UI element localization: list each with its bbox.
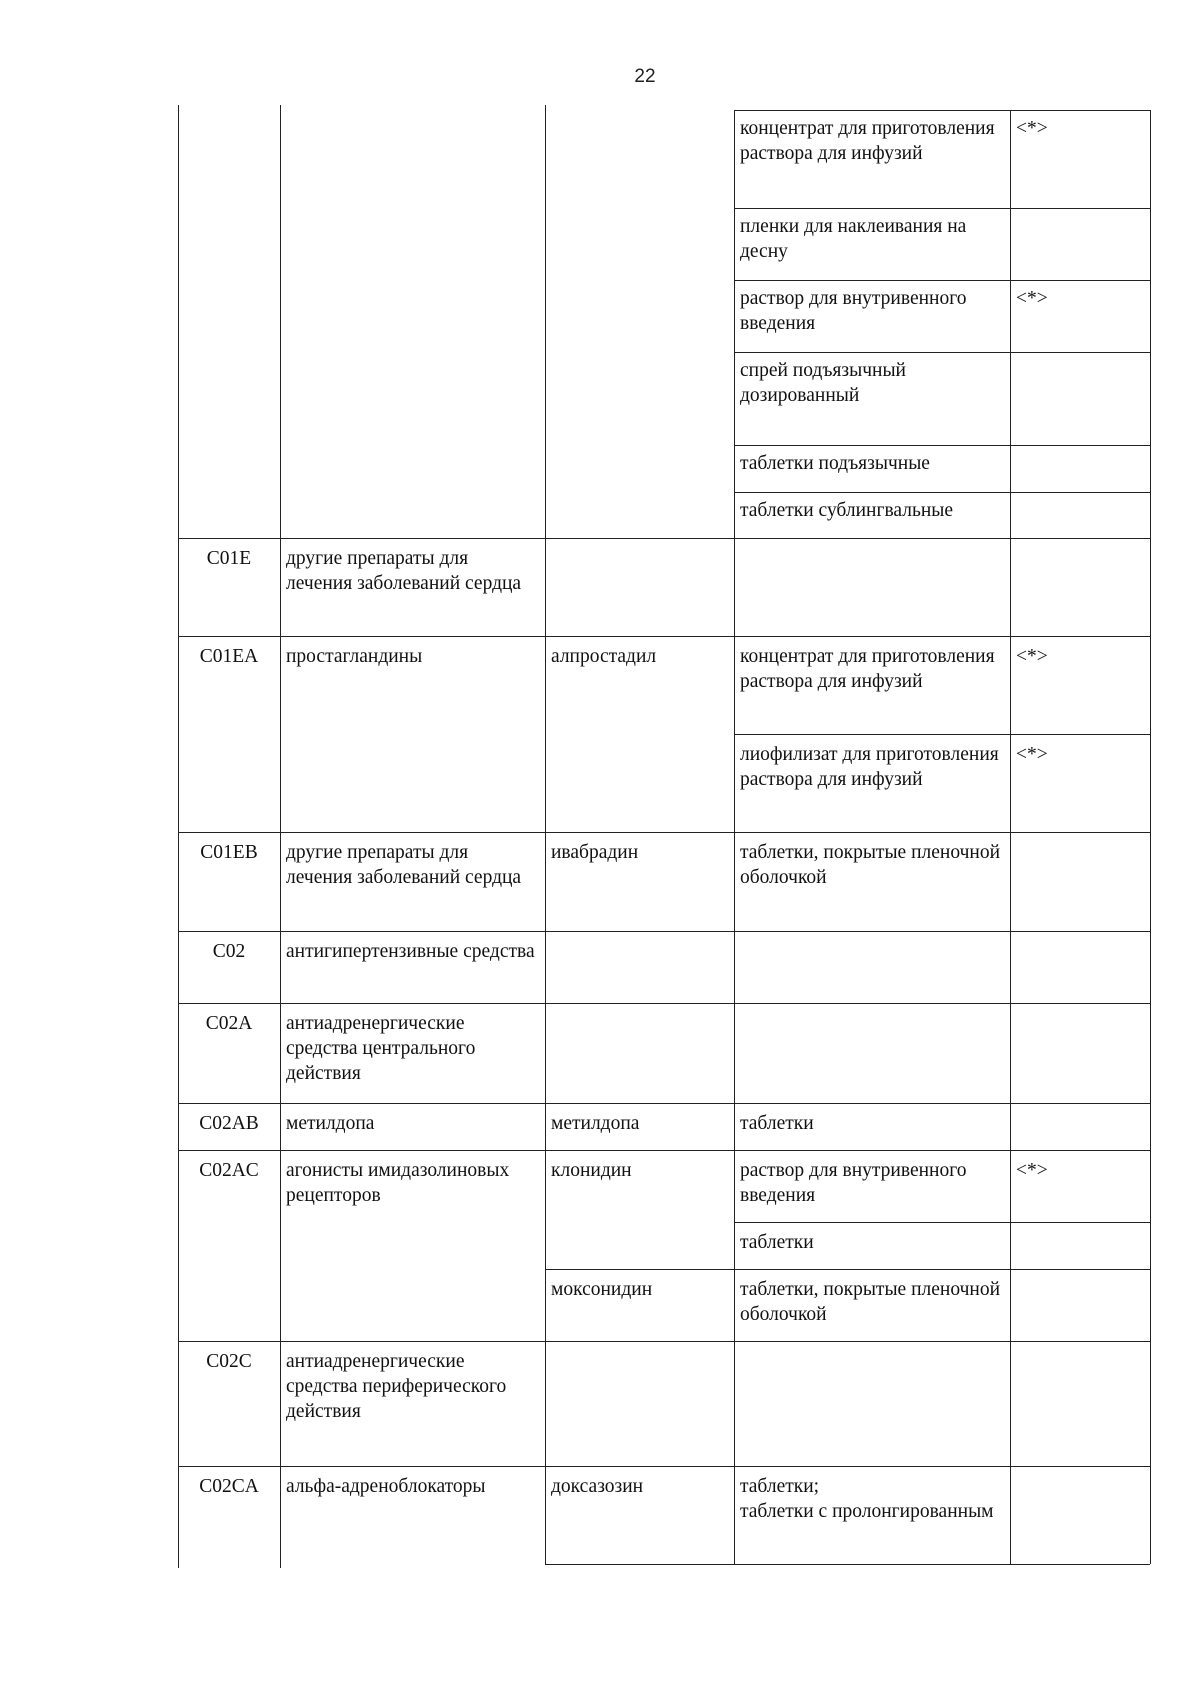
dosage-form-cell: пленки для наклеивания на десну xyxy=(740,216,967,262)
table-border xyxy=(1010,1269,1011,1341)
table-border xyxy=(1010,110,1011,538)
table-border xyxy=(178,1150,179,1341)
drug-name: клонидин xyxy=(551,1160,632,1181)
table-border xyxy=(1010,1103,1011,1150)
note-cell: <*> xyxy=(1016,1160,1048,1181)
table-border xyxy=(1010,734,1011,832)
table-border xyxy=(178,1103,1150,1104)
table-border xyxy=(280,538,281,636)
table-border xyxy=(734,110,1150,111)
drug-name: моксонидин xyxy=(551,1279,653,1300)
table-border xyxy=(545,1341,546,1466)
dosage-form-cell: раствор для внутривенного введения xyxy=(740,1160,967,1206)
atc-group-name: антиадренергические средства периферического действия xyxy=(286,1351,507,1422)
atc-code: C01E xyxy=(206,548,252,569)
atc-group-name: метилдопа xyxy=(286,1113,375,1134)
table-border xyxy=(734,280,1150,281)
table-border xyxy=(1010,1466,1011,1564)
table-border xyxy=(178,931,179,1003)
table-border xyxy=(545,636,546,832)
table-border xyxy=(280,1103,281,1150)
dosage-form-cell: таблетки сублингвальные xyxy=(740,500,954,521)
table-border xyxy=(734,208,1150,209)
note-cell: <*> xyxy=(1016,646,1048,667)
table-border xyxy=(178,1466,1150,1467)
atc-code: C01EA xyxy=(199,646,259,667)
table-border xyxy=(734,832,735,931)
dosage-form-cell: концентрат для приготовления раствора для инфузий xyxy=(740,118,995,164)
atc-group-name: простагландины xyxy=(286,646,423,667)
table-border xyxy=(734,110,735,538)
dosage-form-cell: спрей подъязычный дозированный xyxy=(740,360,906,406)
atc-group-name: другие препараты для лечения заболеваний сердца xyxy=(286,842,522,888)
table-border xyxy=(1150,931,1151,1003)
atc-code: C02 xyxy=(212,941,246,962)
table-border xyxy=(178,636,179,832)
table-border xyxy=(545,1269,1150,1270)
table-border xyxy=(178,832,1150,833)
dosage-form-cell: раствор для внутривенного введения xyxy=(740,288,967,334)
table-border xyxy=(178,105,179,538)
table-border xyxy=(1010,832,1011,931)
table-border xyxy=(1010,1003,1011,1103)
table-border xyxy=(280,1466,281,1564)
table-border xyxy=(1150,636,1151,832)
table-border xyxy=(178,1341,179,1466)
table-border xyxy=(545,1466,546,1564)
atc-code: C02AC xyxy=(199,1160,259,1181)
table-border xyxy=(545,538,546,636)
table-border xyxy=(545,1150,546,1341)
table-border xyxy=(734,1341,735,1466)
dosage-form-cell: таблетки xyxy=(740,1113,814,1134)
atc-code: C01EB xyxy=(200,842,258,863)
table-border xyxy=(178,636,1150,637)
table-border xyxy=(1150,110,1151,538)
atc-code: C02AB xyxy=(199,1113,259,1134)
note-cell: <*> xyxy=(1016,744,1048,765)
table-border xyxy=(1150,832,1151,931)
table-border xyxy=(1150,1341,1151,1466)
table-border xyxy=(1010,1150,1011,1222)
table-border xyxy=(734,1103,735,1150)
table-border xyxy=(734,734,735,832)
drug-name: ивабрадин xyxy=(551,842,639,863)
table-border xyxy=(545,1103,546,1150)
table-border xyxy=(178,538,179,636)
table-border xyxy=(734,1466,735,1564)
dosage-form-cell: таблетки подъязычные xyxy=(740,453,930,474)
table-border xyxy=(1150,1466,1151,1564)
table-border xyxy=(1150,1103,1151,1150)
table-border xyxy=(178,832,179,931)
table-border xyxy=(734,636,735,734)
table-border xyxy=(1010,636,1011,734)
table-border xyxy=(734,734,1150,735)
atc-group-name: агонисты имидазолиновых рецепторов xyxy=(286,1160,510,1206)
dosage-form-cell: таблетки xyxy=(740,1232,814,1253)
table-border xyxy=(734,1269,735,1341)
table-border xyxy=(178,1341,1150,1342)
drug-name: алпростадил xyxy=(551,646,657,667)
dosage-form-cell: концентрат для приготовления раствора для инфузий xyxy=(740,646,995,692)
note-cell: <*> xyxy=(1016,118,1048,139)
table-border xyxy=(1150,1150,1151,1341)
table-border xyxy=(734,1222,735,1269)
atc-group-name: альфа-адреноблокаторы xyxy=(286,1476,486,1497)
table-border xyxy=(734,1222,1150,1223)
dosage-form-cell: таблетки, покрытые пленочной оболочкой xyxy=(740,842,1001,888)
page-number: 22 xyxy=(634,66,656,87)
table-border xyxy=(280,1003,281,1103)
drug-name: доксазозин xyxy=(551,1476,644,1497)
atc-group-name: антигипертензивные средства xyxy=(286,941,535,962)
table-border xyxy=(734,492,1150,493)
table-border xyxy=(1010,1341,1011,1466)
table-border xyxy=(280,636,281,832)
table-border xyxy=(178,1003,179,1103)
table-border xyxy=(178,1003,1150,1004)
table-border xyxy=(1150,1003,1151,1103)
table-border xyxy=(734,352,1150,353)
atc-group-name: антиадренергические средства центрального действия xyxy=(286,1013,476,1084)
table-border xyxy=(178,538,1150,539)
drug-name: метилдопа xyxy=(551,1113,640,1134)
table-border xyxy=(734,1150,735,1222)
table-border xyxy=(178,1150,1150,1151)
table-border xyxy=(1010,931,1011,1003)
table-border xyxy=(545,832,546,931)
atc-code: C02C xyxy=(206,1351,252,1372)
table-border xyxy=(178,1466,179,1564)
table-border xyxy=(734,445,1150,446)
table-border xyxy=(280,931,281,1003)
table-border xyxy=(280,832,281,931)
table-border xyxy=(734,931,735,1003)
atc-code: C02A xyxy=(205,1013,253,1034)
table-border xyxy=(1150,538,1151,636)
table-border xyxy=(178,931,1150,932)
dosage-form-cell: таблетки; таблетки с пролонгированным xyxy=(740,1476,994,1522)
table-border xyxy=(178,1564,179,1568)
atc-group-name: другие препараты для лечения заболеваний сердца xyxy=(286,548,522,594)
table-border xyxy=(1010,538,1011,636)
table-border xyxy=(280,1341,281,1466)
table-border xyxy=(545,105,546,538)
table-border xyxy=(545,1564,1150,1565)
atc-code: C02CA xyxy=(199,1476,259,1497)
table-border xyxy=(1010,1222,1011,1269)
table-border xyxy=(280,1564,281,1568)
dosage-form-cell: лиофилизат для приготовления раствора для инфузий xyxy=(740,744,999,790)
table-border xyxy=(545,1003,546,1103)
note-cell: <*> xyxy=(1016,288,1048,309)
table-border xyxy=(280,105,281,538)
dosage-form-cell: таблетки, покрытые пленочной оболочкой xyxy=(740,1279,1001,1325)
table-border xyxy=(734,538,735,636)
table-border xyxy=(734,1003,735,1103)
table-border xyxy=(178,1103,179,1150)
table-border xyxy=(280,1150,281,1341)
table-border xyxy=(545,931,546,1003)
